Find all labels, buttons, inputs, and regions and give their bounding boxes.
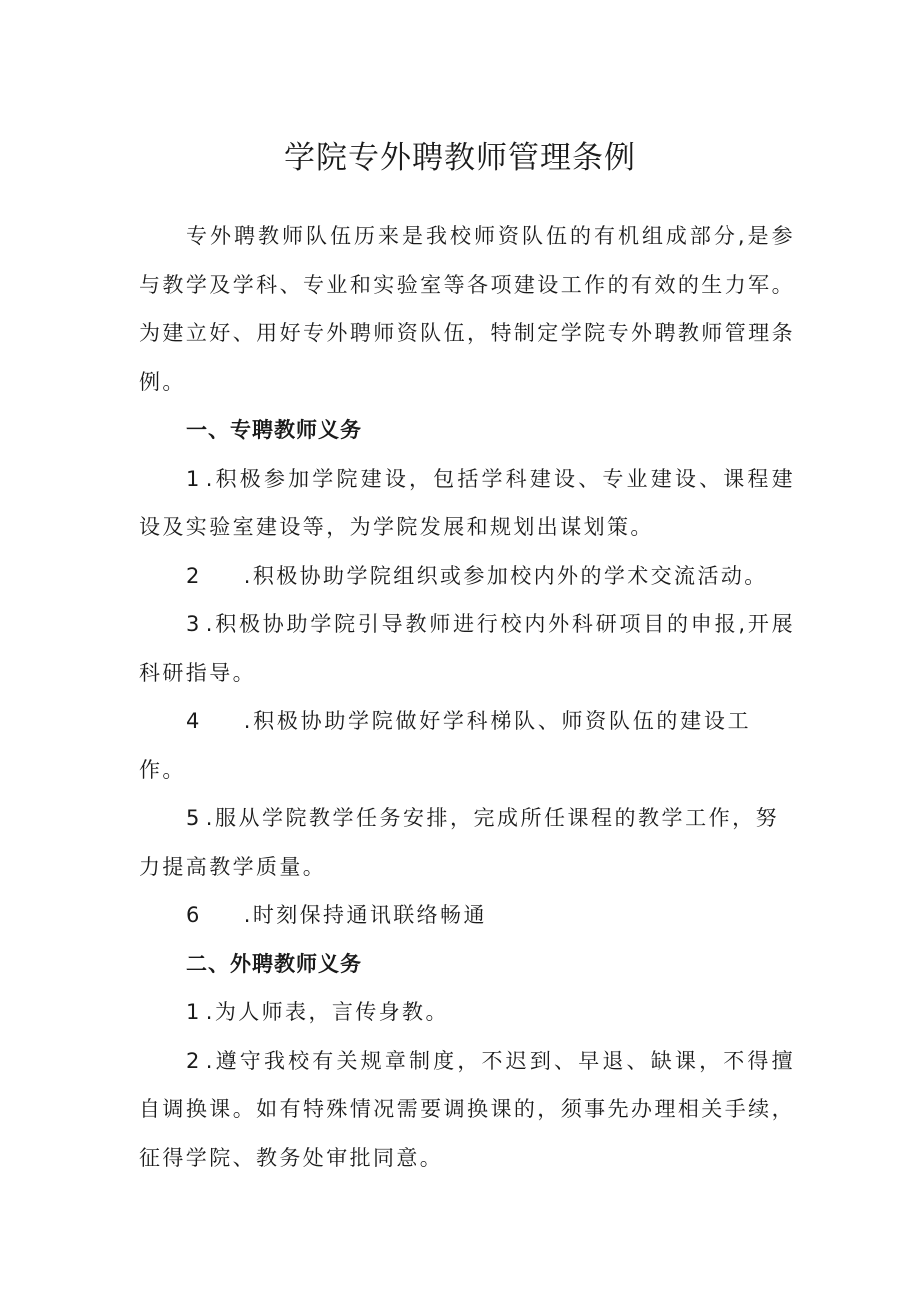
list-item [139,988,795,1037]
list-item [139,1037,795,1183]
item-text: .服从学院教学任务安排，完成所任课程的教学工作，努力提高教学质量。 [139,806,779,879]
item-text: .时刻保持通讯联络畅通 [243,903,487,927]
item-number: 1 [186,466,202,491]
item-text: .遵守我校有关规章制度，不迟到、早退、缺课，不得擅自调换课。如有特殊情况需要调换课的，须事先办理相关手续，征得学院、教务处审批同意。 [139,1048,795,1170]
document-body [139,212,795,1182]
item-text: .积极协助学院做好学科梯队、师资队伍的建设工作。 [139,709,751,782]
list-item [139,455,795,552]
intro-paragraph: 专外聘教师队伍历来是我校师资队伍的有机组成部分,是参与教学及学科、专业和实验室等各项建设工作的有效的生力军。为建立好、用好专外聘师资队伍，特制定学院专外聘教师管理条例。 [139,224,795,394]
item-number: 5 [186,806,202,830]
list-item [139,552,795,601]
item-number: 4 [186,709,202,733]
list-item [139,794,795,891]
list-item [139,891,795,940]
item-text: .积极协助学院组织或参加校内外的学术交流活动。 [243,563,768,588]
list-item [139,600,795,697]
list-item [139,697,795,794]
item-number: 2 [186,1048,202,1073]
item-number: 6 [186,903,202,927]
item-number: 1 [186,1000,202,1024]
item-number: 3 [186,612,202,636]
section-heading-2: 二、外聘教师义务 [186,951,362,976]
item-text: .为人师表，言传身教。 [205,1000,449,1024]
section-heading-1: 一、专聘教师义务 [186,418,362,442]
page-title: 学院专外聘教师管理条例 [284,140,636,176]
item-text: .积极参加学院建设，包括学科建设、专业建设、课程建设及实验室建设等，为学院发展和规划出谋划策。 [139,466,795,539]
item-text: .积极协助学院引导教师进行校内外科研项目的申报,开展科研指导。 [139,612,795,685]
item-number: 2 [186,563,202,588]
